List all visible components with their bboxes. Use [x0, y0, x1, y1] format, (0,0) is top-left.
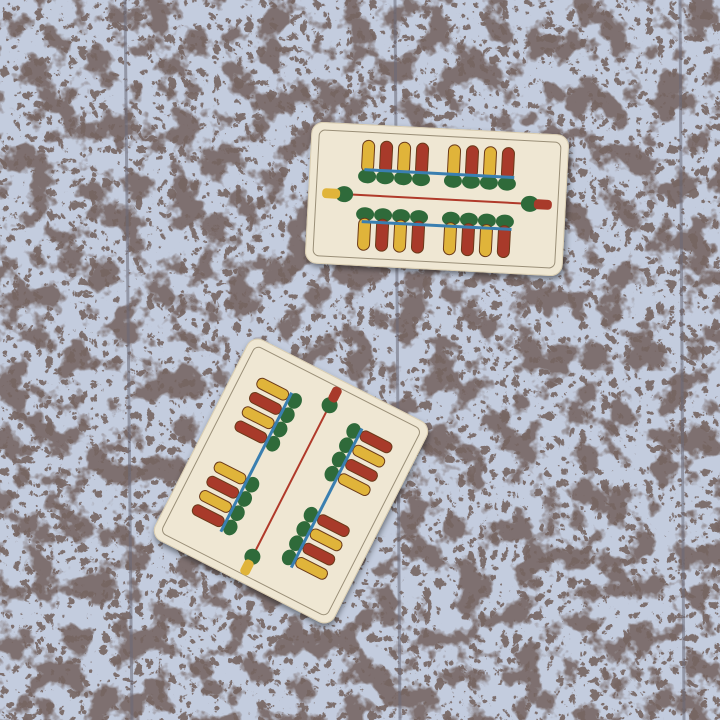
acorn-row-lower [354, 207, 514, 258]
playing-card-top [304, 121, 569, 276]
acorn-row-upper [358, 140, 518, 191]
card-face-art [304, 121, 569, 276]
